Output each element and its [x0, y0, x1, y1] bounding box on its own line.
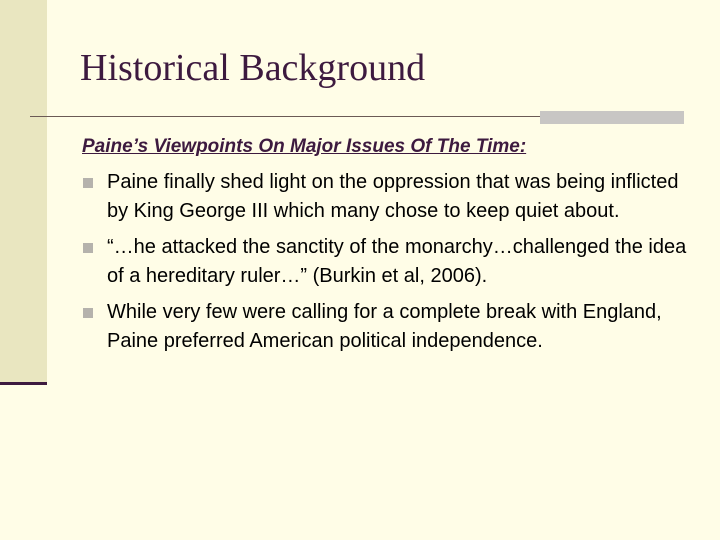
slide-title: Historical Background: [80, 47, 426, 89]
accent-bar-decoration: [540, 111, 684, 124]
title-divider: [30, 116, 540, 117]
bullet-item: [82, 298, 697, 356]
slide-body: [82, 136, 697, 363]
side-band-decoration: [0, 0, 47, 382]
square-bullet-icon: [83, 243, 93, 253]
bullet-text: Paine finally shed light on the oppression that was being inflicted by King George III which many chose to keep quiet about.: [107, 171, 679, 222]
bullet-text: While very few were calling for a complete break with England, Paine preferred American political independence.: [107, 301, 662, 352]
bullet-text: “…he attacked the sanctity of the monarchy…challenged the idea of a hereditary ruler…” (Burkin et al, 2006).: [107, 236, 687, 287]
side-rule-decoration: [0, 382, 47, 385]
slide-subheading: Paine’s Viewpoints On Major Issues Of The Time:: [82, 136, 527, 157]
bullet-list: [82, 168, 697, 356]
bullet-item: [82, 233, 697, 291]
square-bullet-icon: [83, 178, 93, 188]
square-bullet-icon: [83, 308, 93, 318]
bullet-item: [82, 168, 697, 226]
